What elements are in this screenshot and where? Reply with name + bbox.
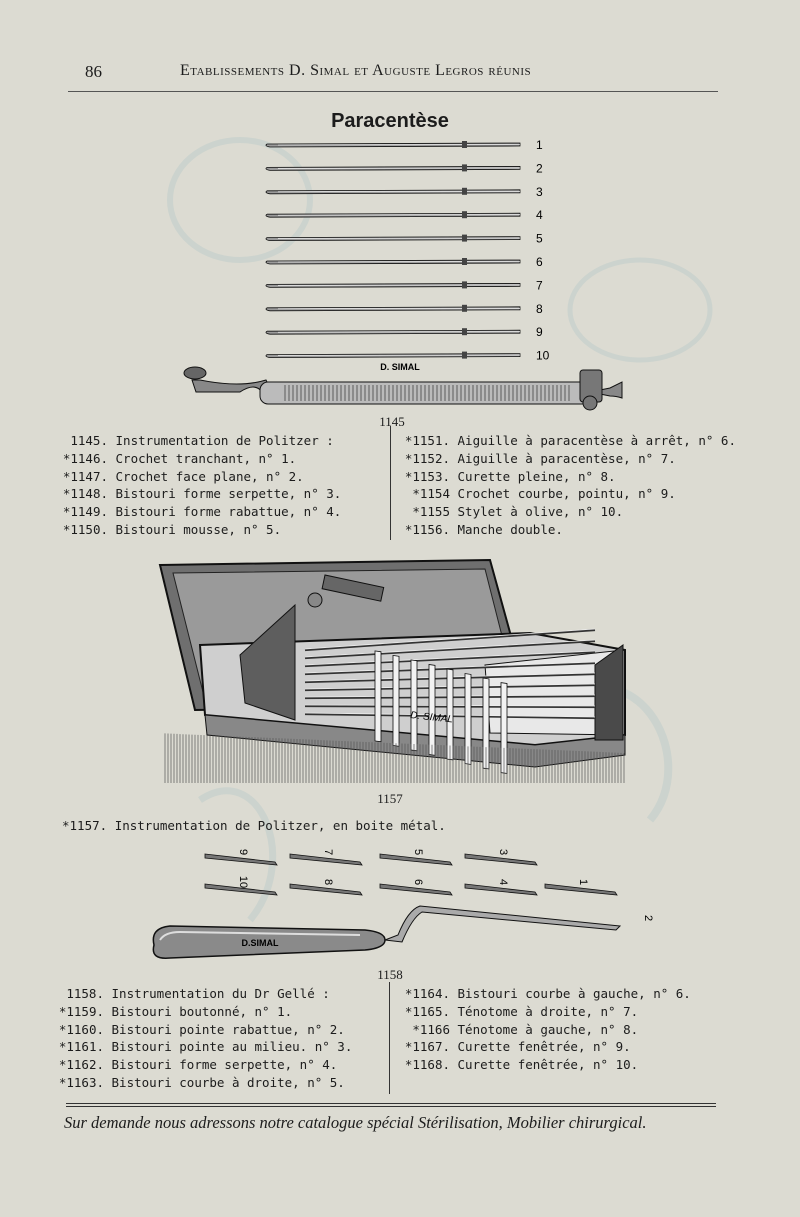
needle-number: 9	[536, 325, 543, 340]
list-item: *1146. Crochet tranchant, n° 1.	[62, 450, 297, 466]
blade-number: 9	[237, 848, 249, 856]
blade-number: 3	[497, 848, 509, 856]
list2-left-column	[58, 985, 352, 1092]
handle-mark: D.SIMAL	[241, 938, 279, 948]
figure-label-1157: 1157	[377, 791, 403, 806]
list-item: *1165. Ténotome à droite, n° 7.	[404, 1003, 639, 1019]
blade	[545, 879, 617, 895]
footer-rule-bottom	[66, 1106, 716, 1107]
list-item: *1147. Crochet face plane, n° 2.	[62, 468, 304, 484]
blade-number: 8	[322, 878, 334, 886]
page-number: 86	[85, 62, 102, 81]
needle	[266, 208, 543, 222]
needle	[266, 255, 543, 269]
blade	[380, 849, 452, 865]
needle-number: 5	[536, 231, 543, 246]
list-item: *1152. Aiguille à paracentèse, n° 7.	[404, 450, 676, 466]
needle	[266, 278, 543, 292]
blade	[205, 849, 277, 865]
list-item: *1154 Crochet courbe, pointu, n° 9.	[412, 486, 676, 502]
list1-left-column	[60, 432, 341, 539]
list-item: *1161. Bistouri pointe au milieu. n° 3.	[58, 1039, 353, 1055]
needle	[266, 232, 543, 246]
list-item: *1162. Bistouri forme serpette, n° 4.	[58, 1057, 338, 1073]
blade-number: 2	[642, 914, 654, 922]
needle-number: 7	[536, 278, 543, 293]
header-rule	[68, 91, 718, 92]
blade	[642, 915, 654, 921]
footer-note: Sur demande nous adressons notre catalogue spécial Stérilisation, Mobilier chirurgical.	[64, 1113, 647, 1132]
blade-number: 1	[577, 878, 589, 886]
figure-1145-illustration	[170, 130, 630, 420]
page-header-title: Etablissements D. Simal et Auguste Legros réunis	[180, 62, 532, 79]
needle-number: 1	[536, 138, 543, 152]
figure-1157-caption: *1157. Instrumentation de Politzer, en boite métal.	[62, 818, 446, 833]
blade	[205, 876, 277, 895]
list-item: *1166 Ténotome à gauche, n° 8.	[412, 1021, 639, 1037]
list-item: *1150. Bistouri mousse, n° 5.	[62, 521, 282, 537]
list-item: 1158. Instrumentation du Dr Gellé :	[66, 986, 330, 1001]
blade-number: 7	[322, 848, 334, 856]
list-item: *1159. Bistouri boutonné, n° 1.	[58, 1003, 293, 1019]
needle	[266, 185, 543, 199]
needle	[266, 325, 543, 339]
list-item: *1151. Aiguille à paracentèse à arrêt, n° 6.	[404, 433, 736, 448]
needle	[266, 302, 543, 316]
blade	[380, 879, 452, 895]
blade-number: 4	[497, 878, 509, 886]
figure-label-1158: 1158	[377, 967, 403, 982]
gelle-handle	[153, 906, 620, 958]
figure-1158-illustration	[150, 840, 654, 970]
needle-number: 6	[536, 255, 543, 269]
list2-divider	[389, 982, 390, 1094]
needle	[266, 161, 543, 175]
list-item: *1156. Manche double.	[404, 521, 563, 537]
list-item: *1167. Curette fenêtrée, n° 9.	[404, 1039, 631, 1055]
section-title: Paracentèse	[331, 110, 449, 132]
list-item: *1148. Bistouri forme serpette, n° 3.	[62, 486, 342, 502]
blade	[290, 879, 362, 895]
needle-number: 3	[536, 184, 543, 199]
list-item: *1153. Curette pleine, n° 8.	[404, 468, 616, 484]
needle-number: 10	[536, 348, 550, 363]
figure-1157-metal-box-illustration	[155, 555, 635, 785]
list2-right-column	[398, 985, 691, 1074]
figure-label-1145: 1145	[379, 414, 405, 429]
list-item: *1155 Stylet à olive, n° 10.	[412, 504, 624, 520]
list1-divider	[390, 426, 391, 540]
handle-mark: D. SIMAL	[380, 362, 420, 372]
double-handle	[184, 367, 622, 410]
list-item: *1149. Bistouri forme rabattue, n° 4.	[62, 504, 342, 520]
needle	[266, 349, 550, 363]
blade	[465, 879, 537, 895]
list-item: 1145. Instrumentation de Politzer :	[70, 433, 334, 448]
footer-rule-top	[66, 1103, 716, 1104]
box-mark: D. SIMAL	[409, 710, 454, 726]
blade-number: 6	[412, 878, 424, 886]
list-item: *1168. Curette fenêtrée, n° 10.	[404, 1057, 639, 1073]
list-item: *1163. Bistouri courbe à droite, n° 5.	[58, 1074, 345, 1090]
list-item: *1160. Bistouri pointe rabattue, n° 2.	[58, 1021, 345, 1037]
blade-number: 10	[237, 875, 249, 889]
list1-right-column	[398, 432, 736, 539]
list-item: *1164. Bistouri courbe à gauche, n° 6.	[404, 986, 691, 1001]
blade	[465, 849, 537, 865]
blade	[290, 849, 362, 865]
needle-number: 8	[536, 301, 543, 316]
needle-number: 4	[536, 208, 543, 223]
needle	[266, 138, 543, 152]
needle-set	[266, 138, 550, 363]
blade-number: 5	[412, 848, 424, 856]
needle-number: 2	[536, 161, 543, 176]
